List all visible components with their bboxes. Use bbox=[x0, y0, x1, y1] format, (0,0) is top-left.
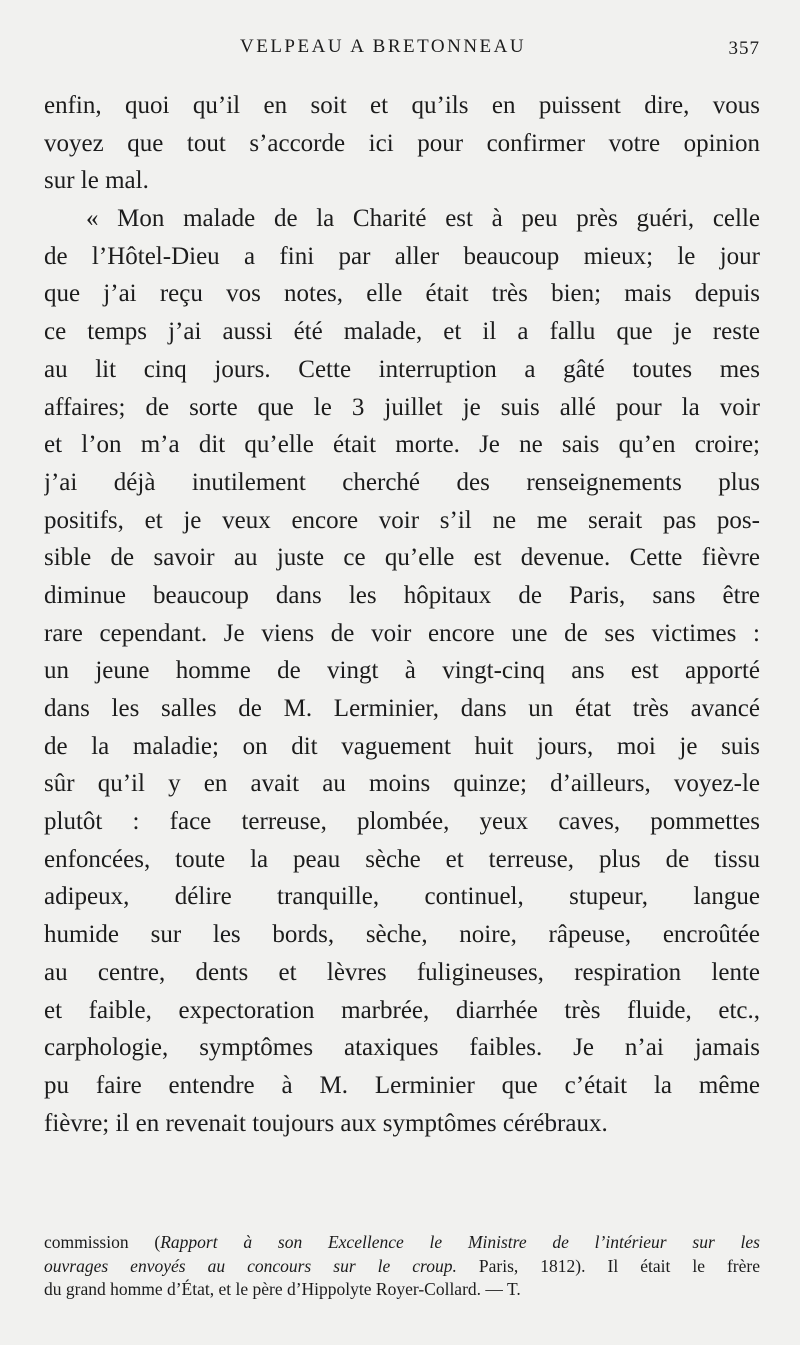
text-line: ce temps j’ai aussi été malade, et il a fallu que je reste bbox=[44, 318, 760, 346]
running-title: VELPEAU A BRETONNEAU bbox=[240, 36, 527, 57]
text-line: sûr qu’il y en avait au moins quinze; d’ailleurs, voyez-le bbox=[44, 770, 760, 798]
body-text bbox=[44, 87, 760, 1142]
text-line: « Mon malade de la Charité est à peu près guéri, celle bbox=[86, 205, 760, 233]
text-line: enfin, quoi qu’il en soit et qu’ils en puissent dire, vous bbox=[44, 92, 760, 119]
text-line: diminue beaucoup dans les hôpitaux de Paris, sans être bbox=[44, 581, 760, 609]
text-line: plutôt : face terreuse, plombée, yeux caves, pommettes bbox=[44, 808, 760, 836]
text-line: enfoncées, toute la peau sèche et terreuse, plus de tissu bbox=[44, 845, 760, 873]
text-line: sible de savoir au juste ce qu’elle est devenue. Cette fièvre bbox=[44, 544, 760, 572]
text-line: adipeux, délire tranquille, continuel, stupeur, langue bbox=[44, 883, 760, 911]
text-line: et faible, expectoration marbrée, diarrhée très fluide, etc., bbox=[44, 996, 760, 1024]
text-line: voyez que tout s’accorde ici pour confirmer votre opinion bbox=[44, 129, 760, 157]
text-line: sur le mal. bbox=[44, 167, 149, 195]
text-line: positifs, et je veux encore voir s’il ne me serait pas pos- bbox=[44, 506, 760, 534]
footnote bbox=[44, 1231, 760, 1302]
footnote-text: commission ( bbox=[44, 1232, 161, 1252]
text-line: rare cependant. Je viens de voir encore une de ses victimes : bbox=[44, 619, 760, 647]
footnote-line: du grand homme d’État, et le père d’Hippolyte Royer-Collard. — T. bbox=[44, 1279, 521, 1299]
text-line: un jeune homme de vingt à vingt-cinq ans est apporté bbox=[44, 657, 760, 685]
footnote-line bbox=[44, 1231, 760, 1255]
text-line: carphologie, symptômes ataxiques faibles. Je n’ai jamais bbox=[44, 1034, 760, 1062]
page-header bbox=[44, 36, 760, 62]
footnote-line bbox=[44, 1255, 760, 1279]
text-line: de l’Hôtel-Dieu a fini par aller beaucoup mieux; le jour bbox=[44, 242, 760, 270]
footnote-citation-title: Rapport à son Excellence le Ministre de l’intérieur sur les bbox=[160, 1232, 760, 1252]
text-line: humide sur les bords, sèche, noire, râpeuse, encroûtée bbox=[44, 921, 760, 949]
text-line: fièvre; il en revenait toujours aux symptômes cérébraux. bbox=[44, 1109, 608, 1137]
text-line: de la maladie; on dit vaguement huit jours, moi je suis bbox=[44, 732, 760, 760]
page-number: 357 bbox=[728, 38, 760, 59]
footnote-citation-title: ouvrages envoyés au concours sur le croup. bbox=[44, 1255, 457, 1276]
text-line: au lit cinq jours. Cette interruption a gâté toutes mes bbox=[44, 355, 760, 383]
text-line: affaires; de sorte que le 3 juillet je suis allé pour la voir bbox=[44, 393, 760, 421]
footnote-text: Paris, 1812). Il était le frère bbox=[456, 1255, 760, 1276]
text-line: et l’on m’a dit qu’elle était morte. Je ne sais qu’en croire; bbox=[44, 431, 760, 459]
text-line: au centre, dents et lèvres fuligineuses, respiration lente bbox=[44, 958, 760, 986]
text-line: dans les salles de M. Lerminier, dans un état très avancé bbox=[44, 695, 760, 722]
text-line: j’ai déjà inutilement cherché des renseignements plus bbox=[44, 468, 760, 496]
text-line: pu faire entendre à M. Lerminier que c’était la même bbox=[44, 1071, 760, 1099]
text-line: que j’ai reçu vos notes, elle était très bien; mais depuis bbox=[44, 280, 760, 308]
